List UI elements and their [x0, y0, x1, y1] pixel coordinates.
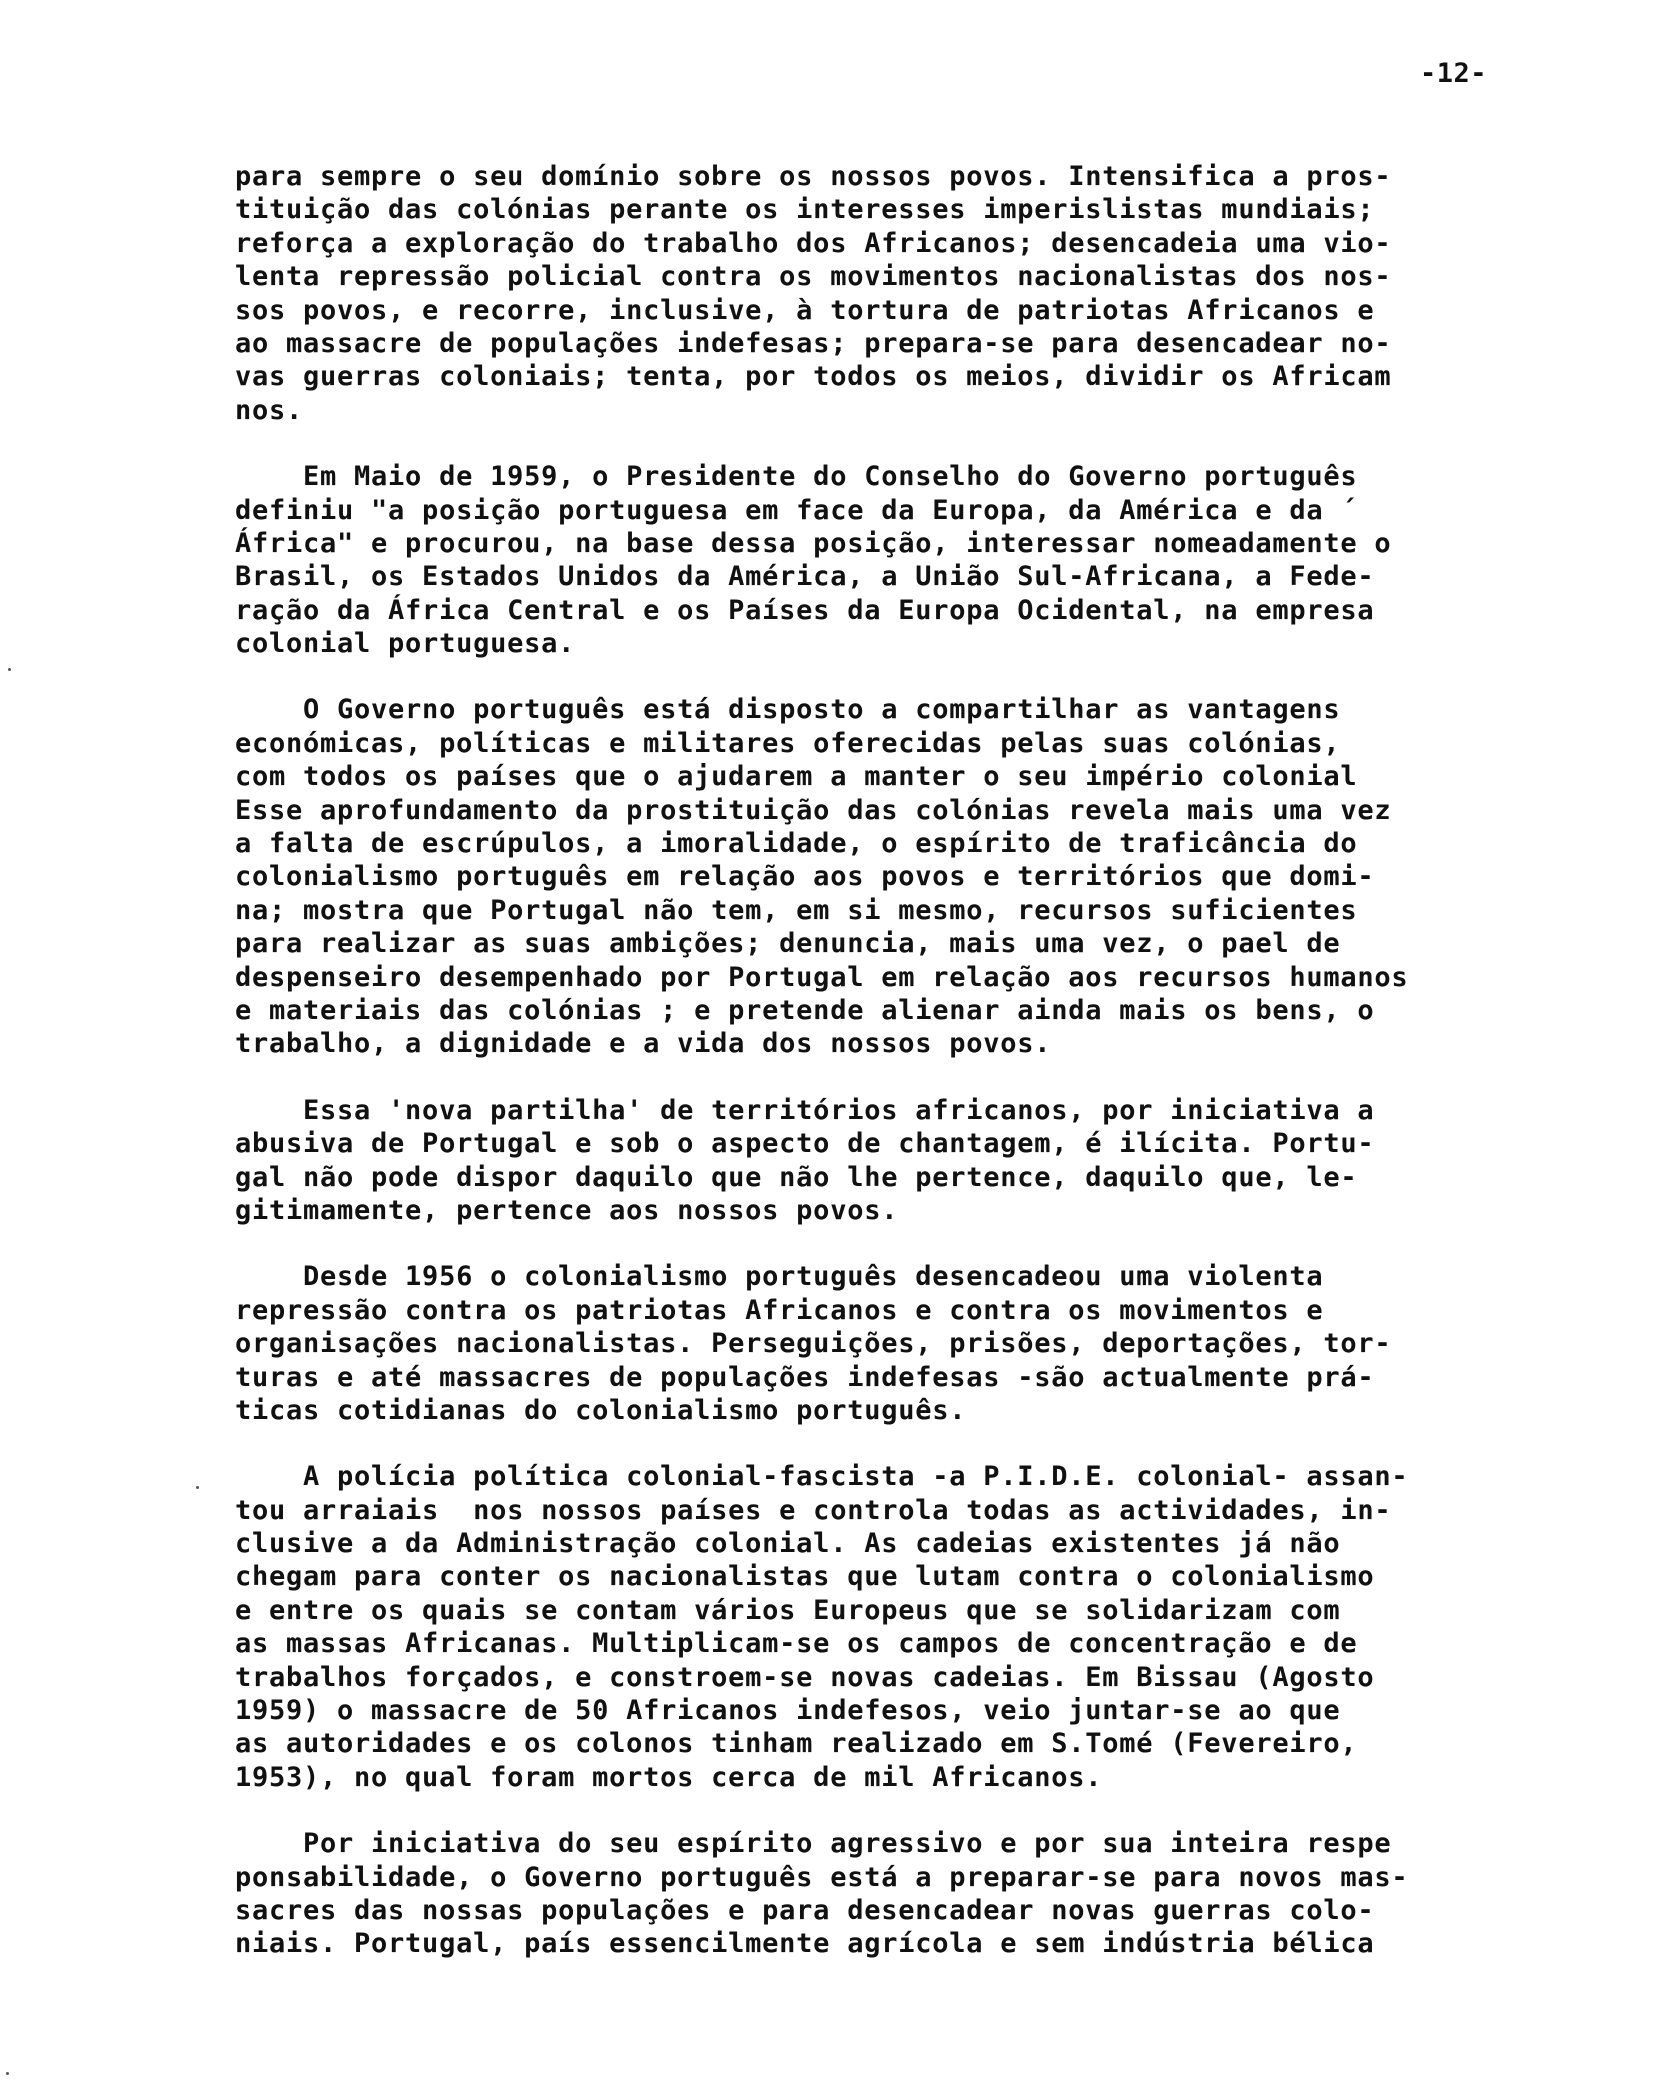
text-line: turas e até massacres de populações indefesas -são actualmente prá-: [235, 1361, 1375, 1393]
text-line: gitimamente, pertence aos nossos povos.: [235, 1194, 899, 1226]
text-line: e materiais das colónias ; e pretende alienar ainda mais os bens, o: [235, 994, 1375, 1026]
text-line: vas guerras coloniais; tenta, por todos os meios, dividir os Africam: [235, 361, 1392, 393]
text-line: para realizar as suas ambições; denuncia, mais uma vez, o pael de: [235, 928, 1341, 960]
text-line: 1953), no qual foram mortos cerca de mil Africanos.: [235, 1761, 1103, 1793]
text-line: reforça a exploração do trabalho dos Africanos; desencadeia uma vio-: [235, 227, 1392, 259]
text-line: a falta de escrúpulos, a imoralidade, o espírito de traficância do: [235, 828, 1358, 860]
text-line: ponsabilidade, o Governo português está a preparar-se para novos mas-: [235, 1861, 1409, 1893]
text-line: Desde 1956 o colonialismo português desencadeou uma violenta: [235, 1261, 1324, 1293]
paragraph-5: [235, 1260, 1655, 1427]
text-line: Por iniciativa do seu espírito agressivo e por sua inteira respe: [235, 1828, 1392, 1860]
text-line: organisações nacionalistas. Perseguições, prisões, deportações, tor-: [235, 1328, 1392, 1360]
text-line: tituição das colónias perante os interesses imperislistas mundiais;: [235, 194, 1375, 226]
paragraph-7: [235, 1827, 1655, 1961]
paragraph-1: [235, 160, 1655, 427]
text-line: A polícia política colonial-fascista -a P.I.D.E. colonial- assan-: [235, 1461, 1409, 1493]
body-text: [235, 160, 1655, 1994]
text-line: trabalho, a dignidade e a vida dos nossos povos.: [235, 1028, 1052, 1060]
text-line: Em Maio de 1959, o Presidente do Conselho do Governo português: [235, 461, 1358, 493]
text-line: trabalhos forçados, e constroem-se novas cadeias. Em Bissau (Agosto: [235, 1661, 1375, 1693]
text-line: as massas Africanas. Multiplicam-se os campos de concentração e de: [235, 1628, 1358, 1660]
paragraph-4: [235, 1094, 1655, 1228]
text-line: definiu "a posição portuguesa em face da Europa, da América e da ´: [235, 494, 1358, 526]
paragraph-6: [235, 1460, 1655, 1794]
text-line: Brasil, os Estados Unidos da América, a União Sul-Africana, a Fede-: [235, 561, 1375, 593]
text-line: com todos os países que o ajudarem a manter o seu império colonial: [235, 761, 1358, 793]
text-line: ao massacre de populações indefesas; prepara-se para desencadear no-: [235, 327, 1392, 359]
text-line: clusive a da Administração colonial. As cadeias existentes já não: [235, 1528, 1341, 1560]
text-line: e entre os quais se contam vários Europeus que se solidarizam com: [235, 1594, 1341, 1626]
text-line: gal não pode dispor daquilo que não lhe pertence, daquilo que, le-: [235, 1161, 1358, 1193]
text-line: colonialismo português em relação aos povos e territórios que domi-: [235, 861, 1375, 893]
text-line: colonial portuguesa.: [235, 628, 576, 660]
text-line: 1959) o massacre de 50 Africanos indefesos, veio juntar-se ao que: [235, 1695, 1341, 1727]
scan-speck: [6, 2072, 9, 2075]
text-line: África" e procurou, na base dessa posição, interessar nomeadamente o: [235, 527, 1392, 559]
text-line: despenseiro desempenhado por Portugal em relação aos recursos humanos: [235, 961, 1409, 993]
text-line: Essa 'nova partilha' de territórios africanos, por iniciativa a: [235, 1094, 1375, 1126]
scan-speck: [196, 1486, 199, 1489]
paragraph-3: [235, 693, 1655, 1060]
text-line: para sempre o seu domínio sobre os nossos povos. Intensifica a pros-: [235, 161, 1392, 192]
page-number: -12-: [1420, 58, 1488, 89]
text-line: abusiva de Portugal e sob o aspecto de chantagem, é ilícita. Portu-: [235, 1128, 1375, 1160]
text-line: Esse aprofundamento da prostituição das colónias revela mais uma vez: [235, 794, 1392, 826]
text-line: ticas cotidianas do colonialismo português.: [235, 1394, 967, 1426]
text-line: chegam para conter os nacionalistas que lutam contra o colonialismo: [235, 1561, 1375, 1593]
text-line: sos povos, e recorre, inclusive, à tortura de patriotas Africanos e: [235, 294, 1375, 326]
text-line: lenta repressão policial contra os movimentos nacionalistas dos nos-: [235, 261, 1392, 293]
text-line: repressão contra os patriotas Africanos e contra os movimentos e: [235, 1294, 1324, 1326]
text-line: nos.: [235, 394, 304, 426]
scan-speck: [8, 668, 11, 671]
text-line: ração da África Central e os Países da Europa Ocidental, na empresa: [235, 594, 1375, 626]
text-line: tou arraiais nos nossos países e controla todas as actividades, in-: [235, 1494, 1392, 1526]
text-line: niais. Portugal, país essencilmente agrícola e sem indústria bélica: [235, 1928, 1375, 1960]
text-line: as autoridades e os colonos tinham realizado em S.Tomé (Fevereiro,: [235, 1728, 1358, 1760]
text-line: económicas, políticas e militares oferecidas pelas suas colónias,: [235, 727, 1341, 759]
text-line: na; mostra que Portugal não tem, em si mesmo, recursos suficientes: [235, 894, 1358, 926]
text-line: sacres das nossas populações e para desencadear novas guerras colo-: [235, 1894, 1375, 1926]
text-line: O Governo português está disposto a compartilhar as vantagens: [235, 694, 1341, 726]
paragraph-2: [235, 460, 1655, 660]
